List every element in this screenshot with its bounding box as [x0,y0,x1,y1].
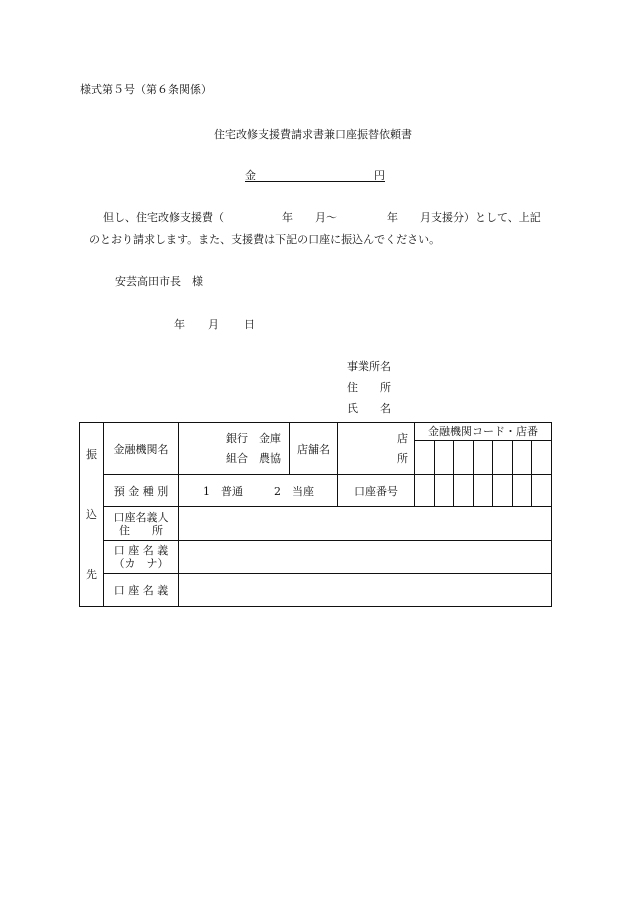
institution-type-cell[interactable] [179,423,290,475]
side-char-1: 振 [86,448,97,461]
bank-types-row1: 銀行 金庫 [226,431,281,445]
document-title: 住宅改修支援費請求書兼口座振替依頼書 [214,128,412,141]
amount-line [245,167,385,182]
applicant-office-label: 事業所名 [347,360,391,373]
date-day: 日 [244,318,255,331]
side-char-3: 先 [86,568,97,581]
holder-address-label-2: 住 所 [119,523,163,537]
deposit-type-label: 預 金 種 別 [104,475,179,507]
branch-name-cell[interactable] [338,423,415,475]
period-year-2: 年 [387,211,398,224]
side-char-2: 込 [86,508,97,521]
date-month: 月 [208,318,219,331]
bank-code-cell[interactable] [415,423,552,475]
deposit-type-options[interactable] [179,475,338,507]
addressee: 安芸高田市長 様 [115,275,203,288]
account-number-cells[interactable] [415,475,552,507]
holder-name-label: 口 座 名 義 [104,574,179,607]
deposit-option-current[interactable]: 2 当座 [274,484,314,498]
holder-address-field[interactable] [179,507,552,541]
bank-code-header: 金融機関コード・店番 [415,423,551,441]
holder-address-label-1: 口座名義人 [113,510,169,524]
amount-prefix: 金 [245,169,256,182]
branch-name-label: 店舗名 [290,423,338,475]
body-line1-start: 但し、住宅改修支援費（ [103,211,224,224]
bank-types-row2: 組合 農協 [226,451,281,465]
institution-name-label: 金融機関名 [104,423,179,475]
holder-kana-label-2: （カ ナ） [113,557,169,570]
applicant-name-label: 氏 名 [347,402,391,415]
period-month-2: 月支援分）として、上記 [420,211,541,224]
branch-suffix-office: 所 [397,451,408,465]
holder-name-field[interactable] [179,574,552,607]
transfer-side-label [80,423,104,607]
account-number-label: 口座番号 [338,475,415,507]
body-line2: のとおり請求します。また、支援費は下記の口座に振込んでください。 [89,233,441,246]
amount-suffix: 円 [374,169,385,182]
period-month-1: 月～ [315,211,337,224]
holder-kana-label [104,541,179,574]
bank-code-digits [415,441,551,474]
holder-kana-label-1: 口 座 名 義 [113,544,169,557]
applicant-address-label: 住 所 [347,381,391,394]
date-year: 年 [174,318,185,331]
bank-transfer-table [79,422,552,607]
holder-kana-field[interactable] [179,541,552,574]
branch-suffix-store: 店 [397,431,408,445]
deposit-option-ordinary[interactable]: 1 普通 [203,484,243,498]
form-number: 様式第５号（第６条関係） [80,83,212,96]
holder-address-label [104,507,179,541]
period-year-1: 年 [282,211,293,224]
